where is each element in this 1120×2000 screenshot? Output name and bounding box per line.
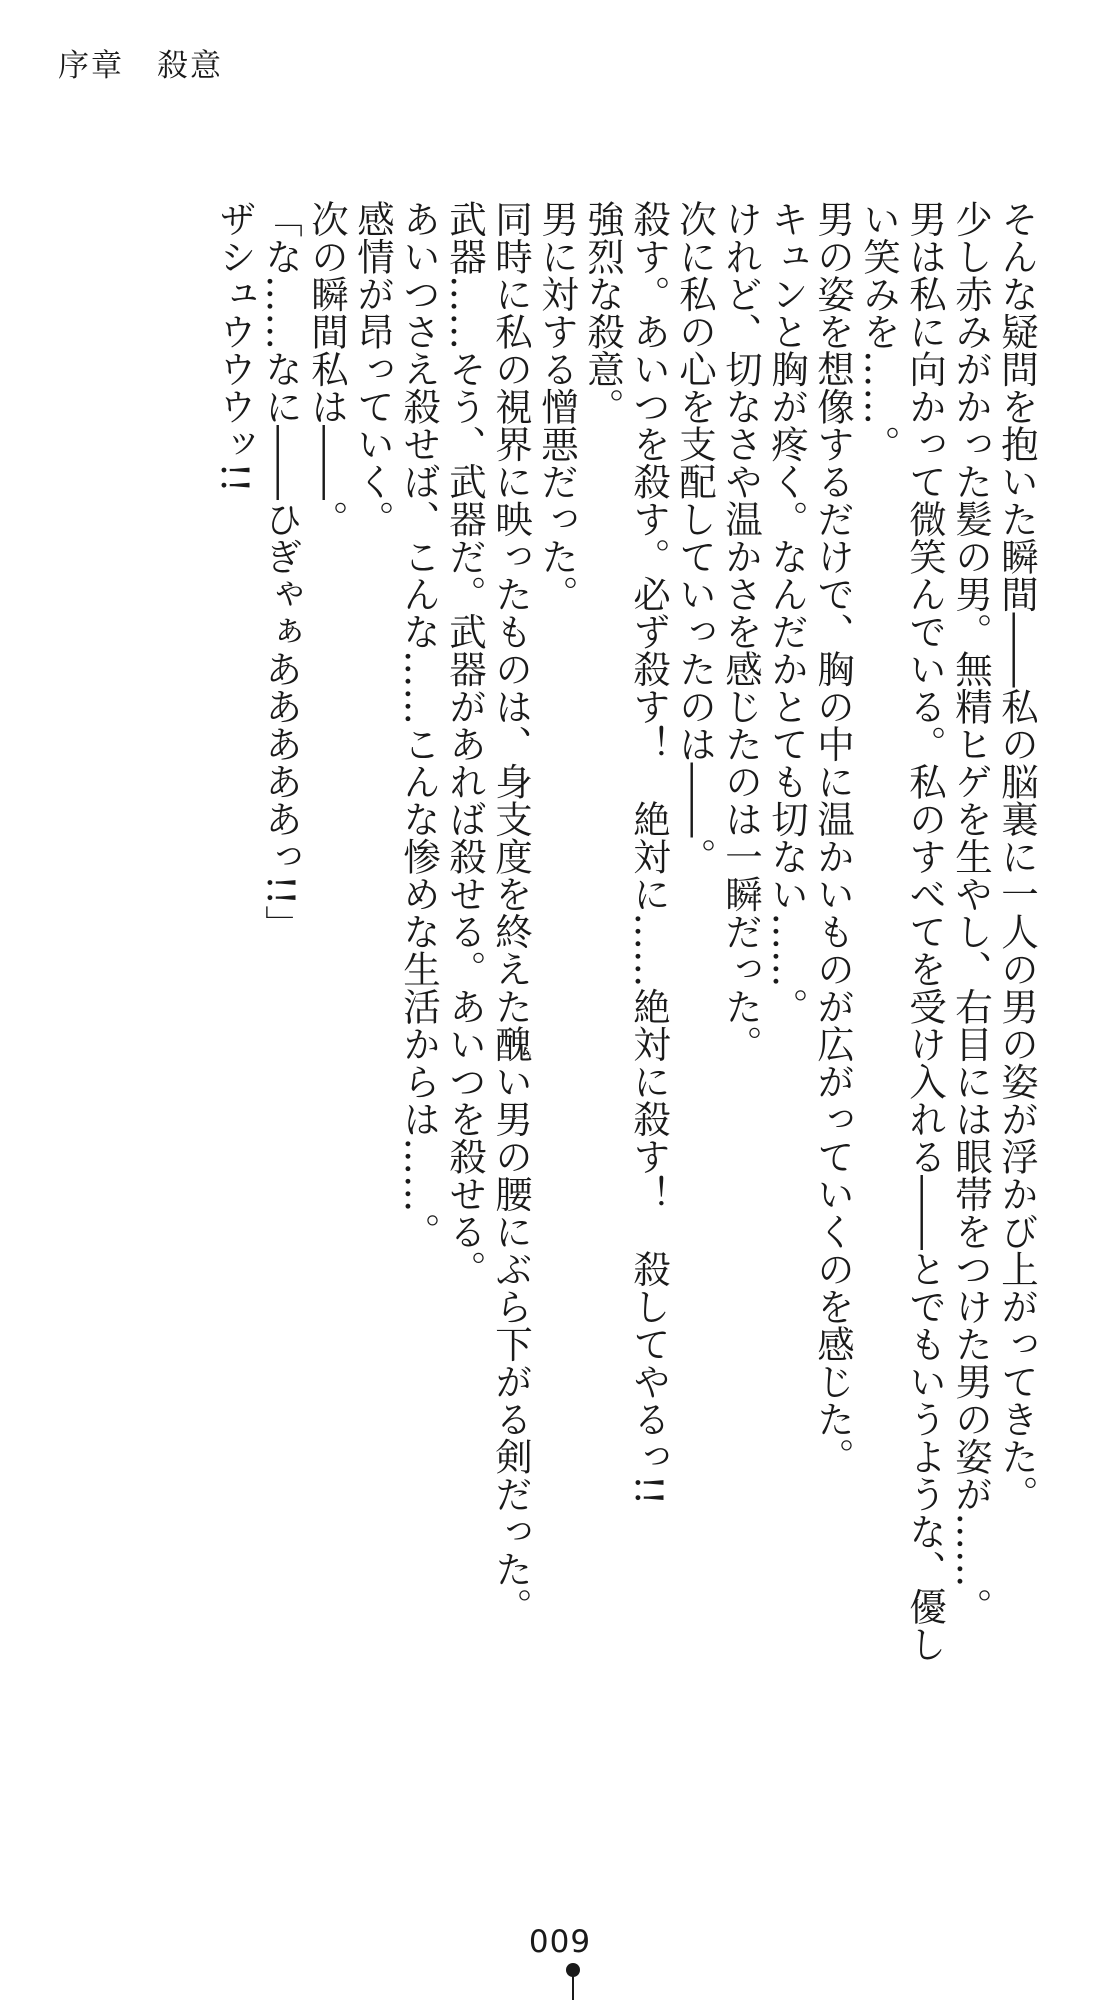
text-line: 少し赤みがかった髪の男。無精ヒゲを生やし、右目には眼帯をつけた男の姿が……。 <box>949 200 993 1625</box>
text-line: 感情が昂っていく。 <box>351 200 395 538</box>
text-line: キュンと胸が疼く。なんだかとても切ない……。 <box>765 200 809 1025</box>
text-line: ザシュウウウッ!! <box>213 200 257 493</box>
page-marker-line <box>572 1975 574 2000</box>
text-line: そんな疑問を抱いた瞬間――私の脳裏に一人の男の姿が浮かび上がってきた。 <box>995 200 1039 1513</box>
novel-body-text <box>212 200 1040 1880</box>
text-line: 男の姿を想像するだけで、胸の中に温かいものが広がっていくのを感じた。 <box>811 200 855 1475</box>
text-line: あいつさえ殺せば、こんな……こんな惨めな生活からは……。 <box>397 200 441 1250</box>
text-line: 男は私に向かって微笑んでいる。私のすべてを受け入れる――とでもいうような、優し <box>903 200 947 1663</box>
text-line: 武器……そう、武器だ。武器があれば殺せる。あいつを殺せる。 <box>443 200 487 1288</box>
text-line: 男に対する憎悪だった。 <box>535 200 579 613</box>
page-number: 009 <box>528 1924 592 1960</box>
text-line: 殺す。あいつを殺す。必ず殺す！ 絶対に……絶対に殺す！ 殺してやるっ!! <box>627 200 671 1506</box>
chapter-header: 序章 殺意 <box>58 48 223 84</box>
text-line: 次に私の心を支配していったのは――。 <box>673 200 717 875</box>
text-line: 「な……なに――ひぎゃぁあああああっ!!」 <box>259 200 303 943</box>
text-line: 次の瞬間私は――。 <box>305 200 349 538</box>
text-line: 強烈な殺意。 <box>581 200 625 425</box>
text-line: けれど、切なさや温かさを感じたのは一瞬だった。 <box>719 200 763 1063</box>
text-line: い笑みを……。 <box>857 200 901 463</box>
text-line: 同時に私の視界に映ったものは、身支度を終えた醜い男の腰にぶら下がる剣だった。 <box>489 200 533 1625</box>
